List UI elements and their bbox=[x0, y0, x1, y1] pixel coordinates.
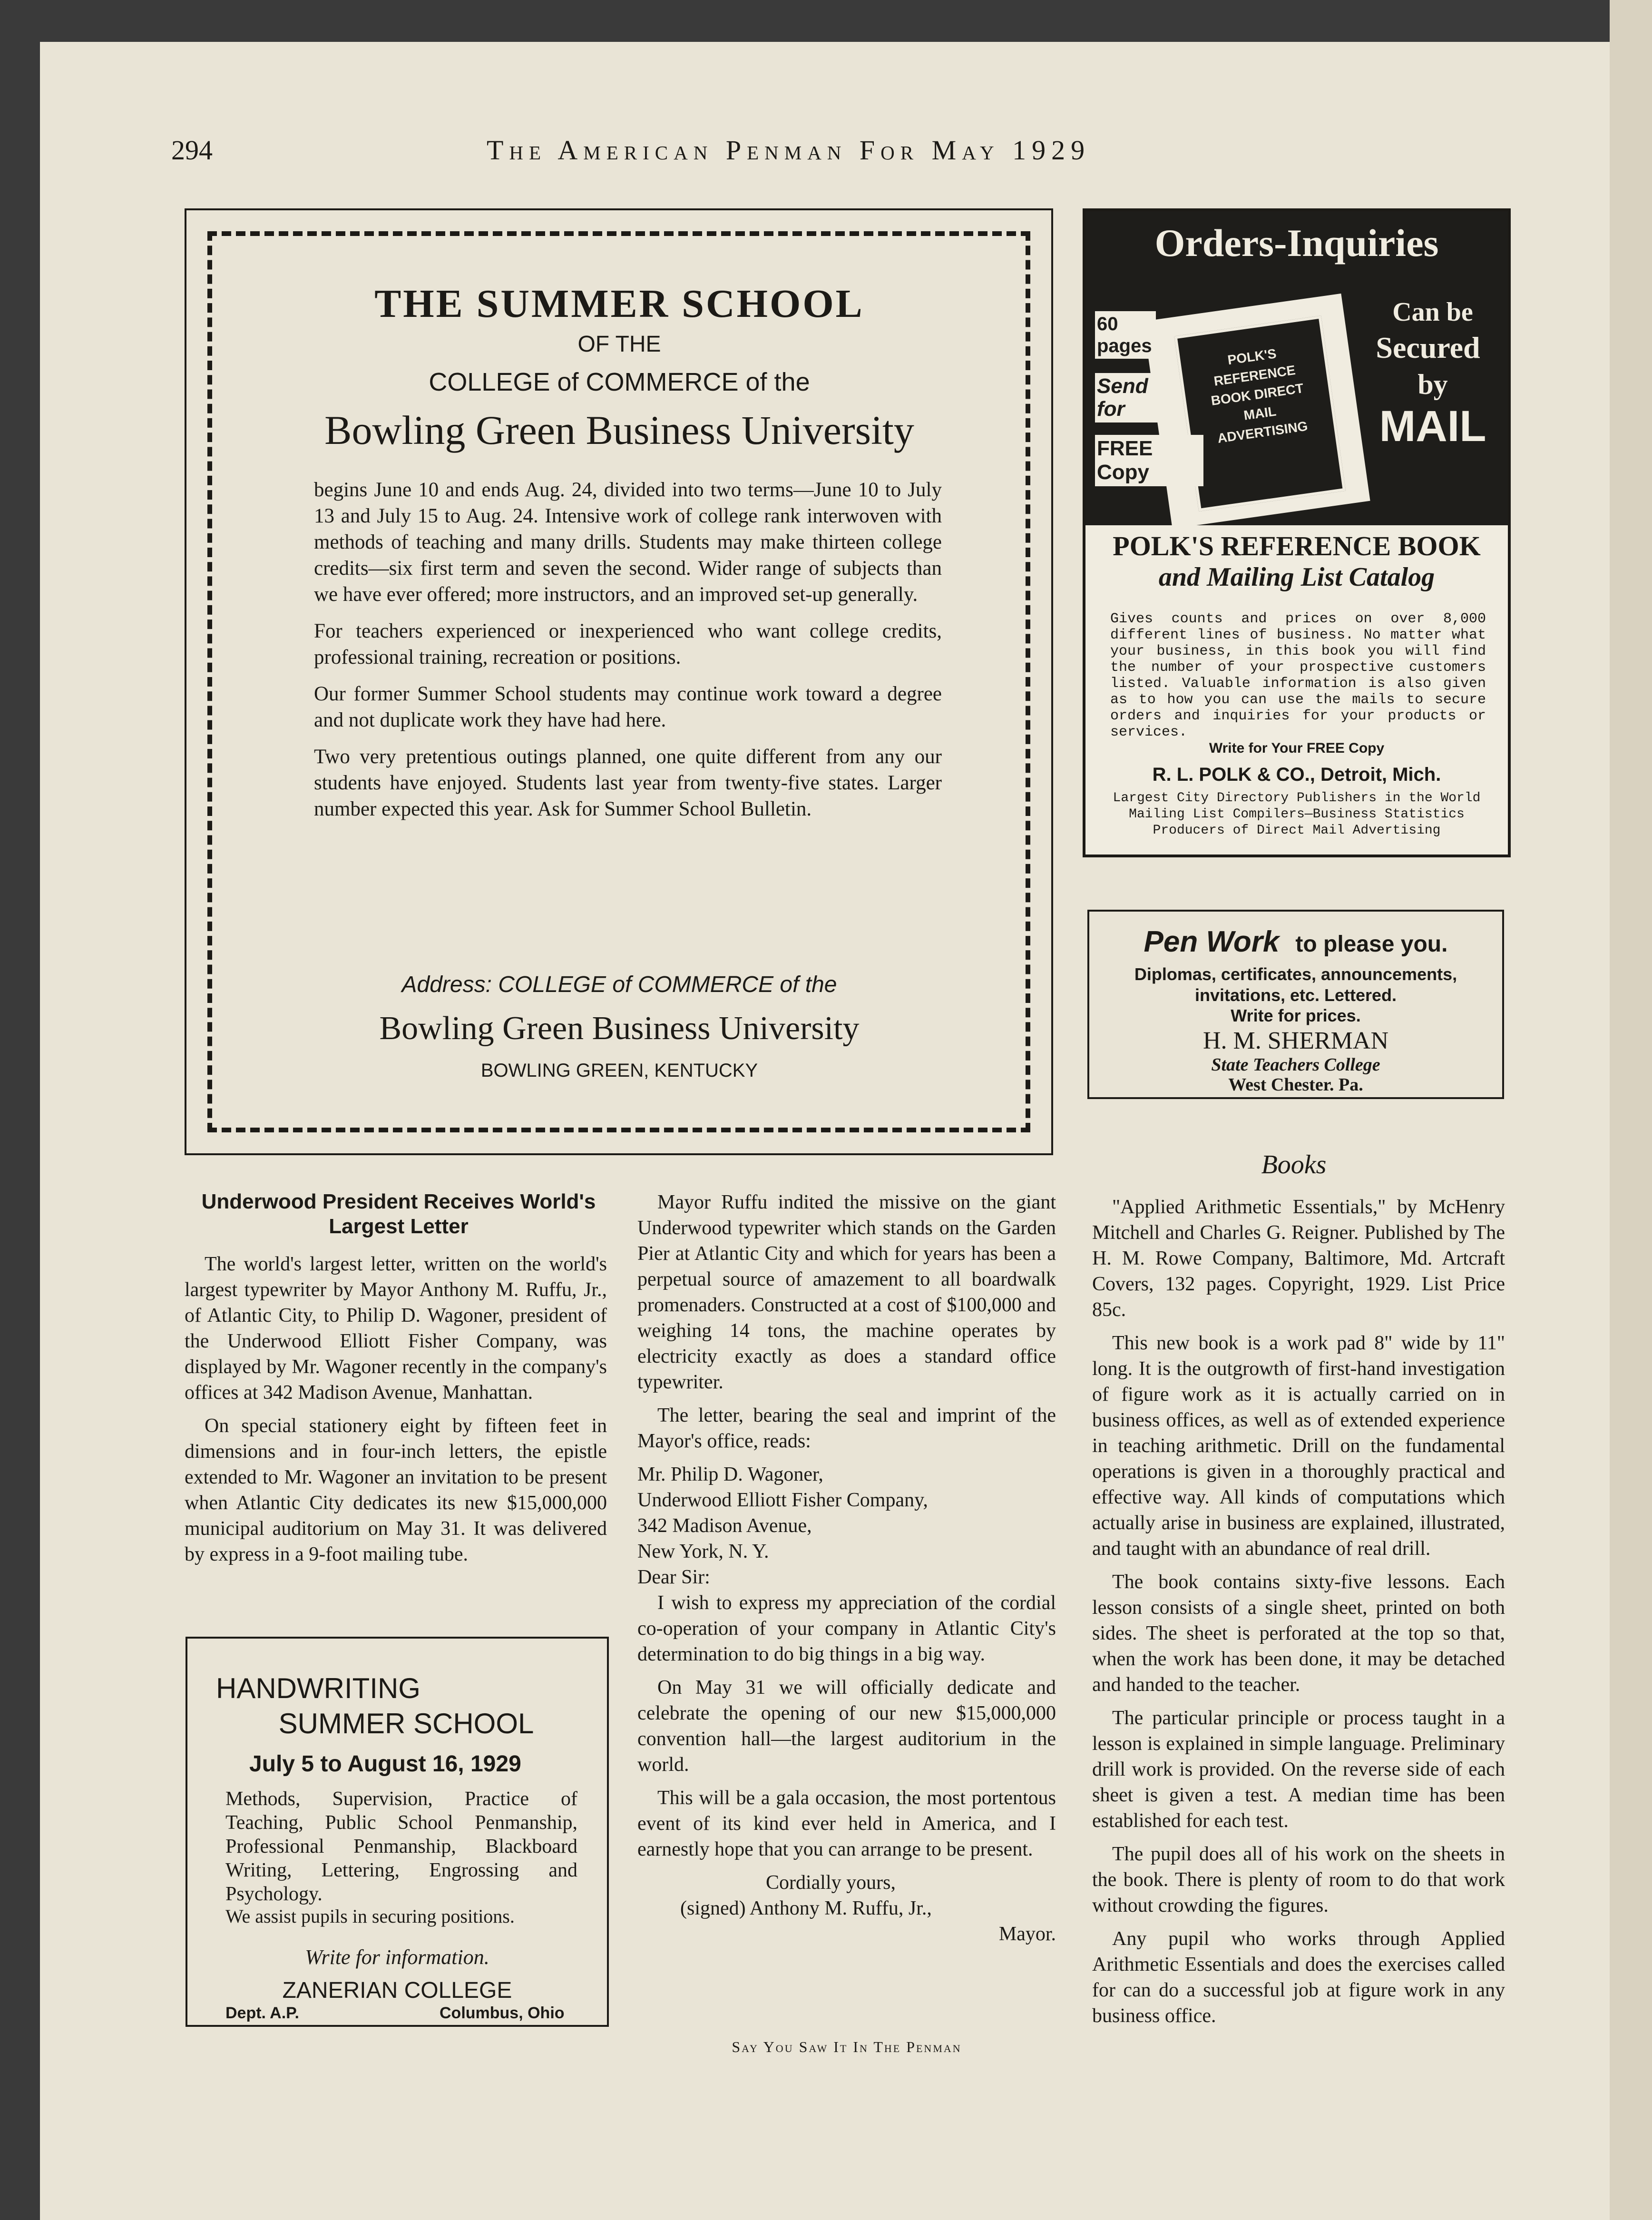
polk-write-for: Write for Your FREE Copy bbox=[1209, 740, 1385, 756]
ad-address-university: Bowling Green Business University bbox=[379, 1010, 860, 1047]
zanerian-city: Columbus, Ohio bbox=[440, 2004, 565, 2022]
sherman-line-1: Diplomas, certificates, announcements, invitations, etc. Lettered. bbox=[1134, 964, 1457, 1005]
page-edge bbox=[1610, 0, 1652, 2220]
polk-ad bbox=[1083, 208, 1511, 857]
polk-headline: Orders-Inquiries bbox=[1154, 221, 1439, 265]
polk-can-be: Can be bbox=[1392, 297, 1473, 327]
page-number: 294 bbox=[171, 135, 213, 166]
letter-address-1: Mr. Philip D. Wagoner, bbox=[637, 1464, 823, 1485]
letter-address-4: New York, N. Y. bbox=[637, 1541, 769, 1562]
sherman-to-please: to please you. bbox=[1295, 932, 1448, 957]
zanerian-dates: July 5 to August 16, 1929 bbox=[249, 1751, 521, 1777]
polk-company: R. L. POLK & CO., Detroit, Mich. bbox=[1152, 764, 1441, 785]
sherman-name: H. M. SHERMAN bbox=[1202, 1027, 1389, 1054]
polk-send-for: Send for bbox=[1095, 373, 1161, 422]
article-paragraph-1: The world's largest letter, written on the world's largest typewriter by Mayor Anthony M. Ruffu, Jr., of Atlantic City, to Philip D. Wagoner, president of the Underwood Elliott Fisher Company, was displayed by Mr. Wagoner recently in the company's offices at 342 Madison Avenue, Manhattan. bbox=[185, 1253, 607, 1404]
sherman-college: State Teachers College bbox=[1211, 1055, 1380, 1075]
polk-mail: MAIL bbox=[1379, 402, 1486, 451]
ad-of-the: OF THE bbox=[577, 332, 661, 357]
letter-salutation: Dear Sir: bbox=[637, 1566, 710, 1588]
ad-title: THE SUMMER SCHOOL bbox=[374, 282, 864, 326]
polk-tagline-3: Producers of Direct Mail Advertising bbox=[1153, 823, 1441, 838]
polk-book-title bbox=[1085, 525, 1508, 606]
ad-address-city: BOWLING GREEN, KENTUCKY bbox=[480, 1060, 758, 1081]
letter-paragraph-2: On May 31 we will officially dedicate and celebrate the opening of our new $15,000,000 convention hall—the largest auditorium in the world. bbox=[637, 1677, 1056, 1776]
polk-book-title-text: POLK'S REFERENCE BOOK bbox=[1113, 530, 1481, 561]
article-paragraph-2: On special stationery eight by fifteen feet in dimensions and in four-inch letters, the epistle extended to Mr. Wagoner an invitation to be present when Atlantic City dedicates its new $15,000,000 municipal auditorium on May 31. It was delivered by express in a 9-foot mailing tube. bbox=[185, 1415, 607, 1565]
article-headline: Underwood President Receives World's Largest Letter bbox=[201, 1190, 596, 1238]
letter-paragraph-3: This will be a gala occasion, the most portentous event of its kind ever held in America, and I earnestly hope that you can arrange to be present. bbox=[637, 1787, 1056, 1860]
page-footer: Say You Saw It In The Penman bbox=[732, 2038, 962, 2055]
polk-free-copy: FREE Copy bbox=[1095, 435, 1203, 486]
article-column-2 bbox=[637, 1189, 1056, 1947]
letter-address-3: 342 Madison Avenue, bbox=[637, 1515, 812, 1537]
ad-paragraph-1: begins June 10 and ends Aug. 24, divided into two terms—June 10 to July 13 and July 15 to Aug. 24. Intensive work of college rank interwoven with methods of teaching and many drills. Students may make thirteen college credits—six first term and seven the second. Wider range of subjects than we have ever offered; more instructors, and an improved set-up generally. bbox=[314, 479, 942, 606]
books-heading: Books bbox=[1261, 1150, 1327, 1179]
ad-paragraph-3: Our former Summer School students may continue work toward a degree and not duplicate work they have had here. bbox=[314, 683, 942, 731]
zanerian-subjects: Methods, Supervision, Practice of Teaching, Public School Penmanship, Professional Penmanship, Blackboard Writing, Lettering, Engrossing and Psychology. bbox=[225, 1788, 577, 1905]
sherman-pen-work: Pen Work bbox=[1144, 925, 1280, 958]
polk-by: by bbox=[1417, 369, 1448, 400]
ad-college: COLLEGE of COMMERCE of the bbox=[429, 368, 810, 396]
ad-body bbox=[314, 477, 942, 833]
sherman-line-2: Write for prices. bbox=[1231, 1006, 1361, 1025]
books-column bbox=[1092, 1194, 1505, 2036]
polk-book-illustration bbox=[1143, 294, 1370, 529]
ad-address-label: Address: COLLEGE of COMMERCE of the bbox=[401, 972, 837, 997]
polk-tagline-2: Mailing List Compilers—Business Statistics bbox=[1129, 807, 1465, 822]
letter-signed: (signed) Anthony M. Ruffu, Jr., bbox=[680, 1897, 932, 1919]
article-column-1 bbox=[185, 1251, 607, 1575]
polk-book-subtitle: and Mailing List Catalog bbox=[1158, 562, 1435, 592]
sherman-city: West Chester. Pa. bbox=[1228, 1075, 1363, 1095]
sherman-pen-work-line bbox=[1089, 925, 1502, 959]
zanerian-ad bbox=[186, 1637, 609, 2027]
books-paragraph-6: Any pupil who works through Applied Arithmetic Essentials and does the exercises called for can do a successful job at figure work in any business office. bbox=[1092, 1928, 1505, 2027]
ad-paragraph-2: For teachers experienced or inexperienced who want college credits, professional training, recreation or positions. bbox=[314, 620, 942, 668]
polk-body: Gives counts and prices on over 8,000 different lines of business. No matter what your business, in this book you will find the number of your prospective customers listed. Valuable information is also given as to how you can use the mails to secure orders and inquiries for your products or services. bbox=[1110, 611, 1486, 740]
books-paragraph-5: The pupil does all of his work on the sheets in the book. There is plenty of room to do that work without crowding the figures. bbox=[1092, 1843, 1505, 1916]
page-title: The American Penman For May 1929 bbox=[487, 135, 1091, 166]
polk-pages: 60 pages bbox=[1095, 311, 1156, 359]
ad-paragraph-4: Two very pretentious outings planned, one quite different from any our students have enjoyed. Students last year from twenty-five states. Larger number expected this year. Ask for Summer School Bulletin. bbox=[314, 746, 942, 820]
book-cover-text: POLK'S REFERENCE BOOK DIRECT MAIL ADVERTISING bbox=[1210, 346, 1309, 446]
article-paragraph-3: Mayor Ruffu indited the missive on the giant Underwood typewriter which stands on the Garden Pier at Atlantic City and which for years has been a perpetual source of amazement to all boardwalk promenaders. Constructed at a cost of $100,000 and weighing 14 tons, the machine operates by electricity exactly as does a standard office typewriter. bbox=[637, 1191, 1056, 1393]
zanerian-dept: Dept. A.P. bbox=[225, 2004, 299, 2022]
ad-university: Bowling Green Business University bbox=[324, 407, 914, 453]
sherman-ad bbox=[1087, 910, 1504, 1099]
letter-mayor: Mayor. bbox=[998, 1923, 1056, 1945]
books-paragraph-1: "Applied Arithmetic Essentials," by McHenry Mitchell and Charles G. Reigner. Published by The H. M. Rowe Company, Baltimore, Md. Artcraft Covers, 132 pages. Copyright, 1929. List Price 85c. bbox=[1092, 1196, 1505, 1321]
books-paragraph-3: The book contains sixty-five lessons. Each lesson consists of a single sheet, printed on both sides. The sheet is perforated at the top so that, when the work has been done, it may be detached and handed to the teacher. bbox=[1092, 1571, 1505, 1696]
zanerian-college: ZANERIAN COLLEGE bbox=[282, 1978, 512, 2003]
letter-address-2: Underwood Elliott Fisher Company, bbox=[637, 1489, 928, 1511]
summer-school-ad bbox=[185, 208, 1053, 1155]
books-paragraph-4: The particular principle or process taught in a lesson is explained in simple language. Preliminary drill work is provided. On the reverse side of each sheet is given a test. A median time has been established for each test. bbox=[1092, 1707, 1505, 1832]
zanerian-title-1: HANDWRITING bbox=[216, 1672, 420, 1704]
article-paragraph-4: The letter, bearing the seal and imprint of the Mayor's office, reads: bbox=[637, 1405, 1056, 1452]
zanerian-title-2: SUMMER SCHOOL bbox=[278, 1708, 534, 1739]
books-paragraph-2: This new book is a work pad 8" wide by 11" long. It is the outgrowth of first-hand investigation of figure work as it is actually carried on in business offices, as well as of extended experience in teaching arithmetic. Drill on the fundamental operations is given in a thoroughly practical and effective way. All kinds of computations which actually arise in business are explained, illustrated, and taught with an abundance of real drill. bbox=[1092, 1332, 1505, 1560]
polk-secured: Secured bbox=[1376, 331, 1480, 364]
zanerian-assist: We assist pupils in securing positions. bbox=[225, 1906, 515, 1927]
polk-tagline-1: Largest City Directory Publishers in the World bbox=[1113, 791, 1481, 805]
zanerian-write: Write for information. bbox=[305, 1945, 489, 1969]
letter-paragraph-1: I wish to express my appreciation of the cordial co-operation of your company in Atlantic City's determination to do big things in a big way. bbox=[637, 1592, 1056, 1665]
letter-closing: Cordially yours, bbox=[766, 1872, 896, 1894]
